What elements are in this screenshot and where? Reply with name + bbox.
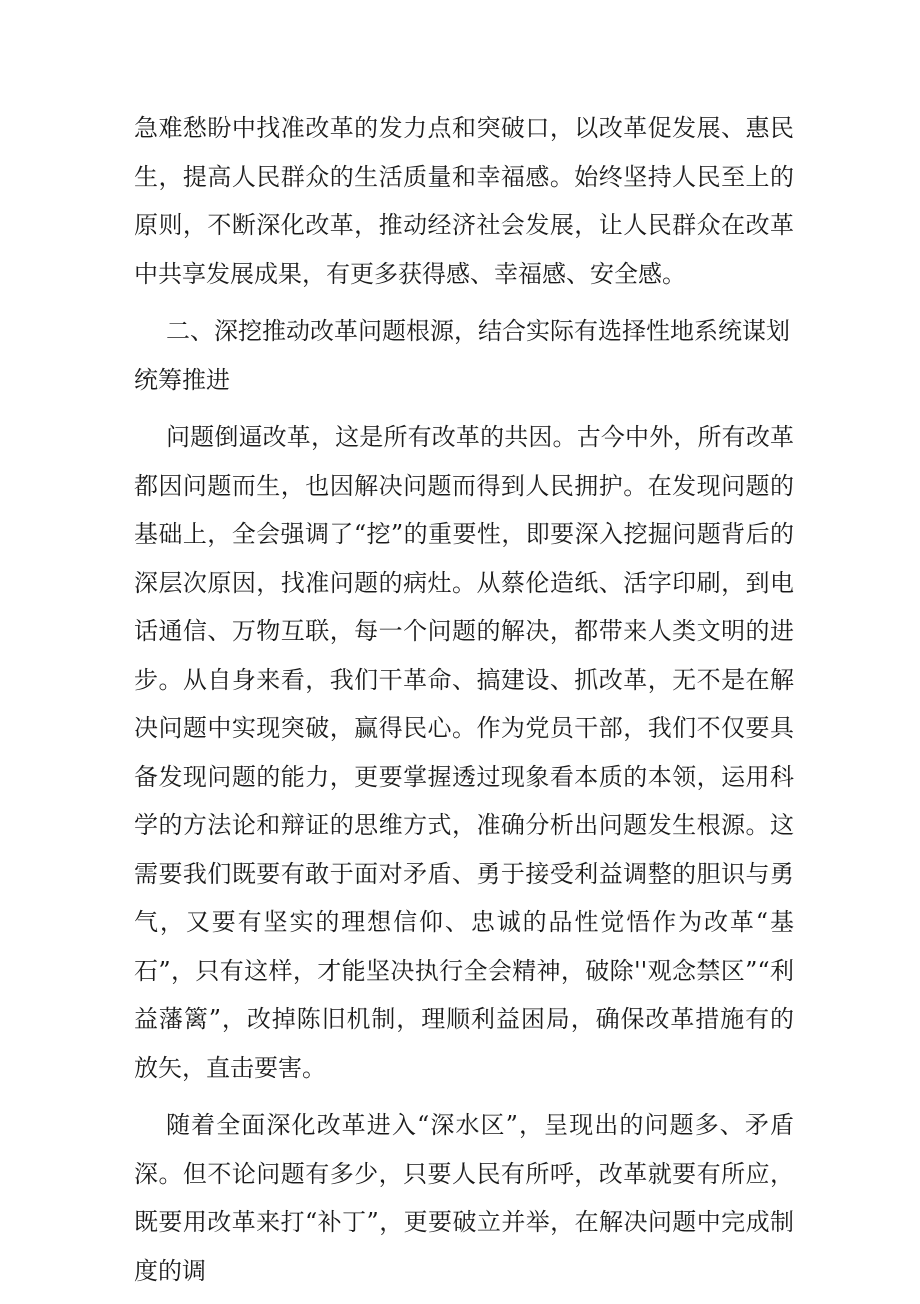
paragraph-deep-water-reform: 随着全面深化改革进入“深水区”，呈现出的问题多、矛盾深。但不论问题有多少，只要人民有所呼，改革就要有所应，既要用改革来打“补丁”，更要破立并举，在解决问题中完成制度的调 <box>134 1111 794 1285</box>
document-body <box>134 104 794 1304</box>
paragraph-problem-driven-reform: 问题倒逼改革，这是所有改革的共因。古今中外，所有改革都因问题而生，也因解决问题而得到人民拥护。在发现问题的基础上，全会强调了“挖”的重要性，即要深入挖掘问题背后的深层次原因，找准问题的病灶。从蔡伦造纸、活字印刷，到电话通信、万物互联，每一个问题的解决，都带来人类文明的进步。从自身来看，我们干革命、搞建设、抓改革，无不是在解决问题中实现突破，赢得民心。作为党员干部，我们不仅要具备发现问题的能力，更要掌握透过现象看本质的本领，运用科学的方法论和辩证的思维方式，准确分析出问题发生根源。这需要我们既要有敢于面对矛盾、勇于接受利益调整的胆识与勇气，又要有坚实的理想信仰、忠诚的品性觉悟作为改革“基石”，只有这样，才能坚决执行全会精神，破除''观念禁区”“利益藩篱”，改掉陈旧机制，理顺利益困局，确保改革措施有的放矢，直击要害。 <box>134 423 794 1082</box>
section-heading: 二、深挖推动改革问题根源，结合实际有选择性地系统谋划统筹推进 <box>134 317 790 394</box>
paragraph-continuation: 急难愁盼中找准改革的发力点和突破口，以改革促发展、惠民生，提高人民群众的生活质量和幸福感。始终坚持人民至上的原则，不断深化改革，推动经济社会发展，让人民群众在改革中共享发展成果，有更多获得感、幸福感、安全感。 <box>134 114 794 288</box>
